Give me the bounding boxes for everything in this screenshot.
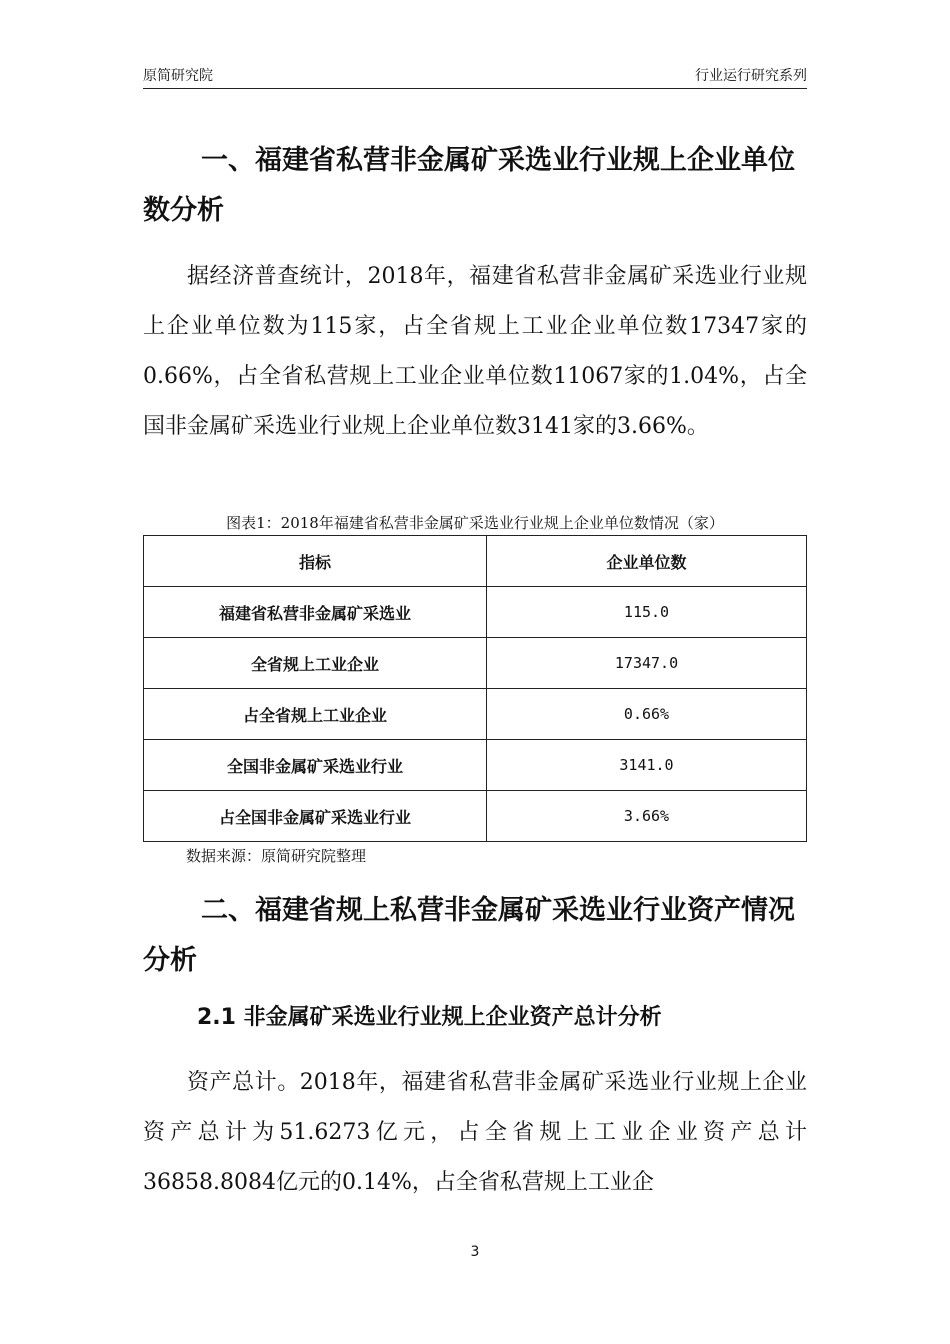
row-value: 3141.0 <box>487 740 807 791</box>
table-row <box>144 791 807 842</box>
row-indicator: 全国非金属矿采选业行业 <box>144 740 487 791</box>
row-value: 17347.0 <box>487 638 807 689</box>
table-header-row <box>144 536 807 587</box>
header-org-name: 原简研究院 <box>143 68 213 84</box>
section2-subheading: 2.1 非金属矿采选业行业规上企业资产总计分析 <box>197 1005 662 1030</box>
table-source-note: 数据来源：原简研究院整理 <box>186 847 367 865</box>
table-caption: 图表1：2018年福建省私营非金属矿采选业行业规上企业单位数情况（家） <box>226 514 724 532</box>
row-indicator: 全省规上工业企业 <box>144 638 487 689</box>
table-row <box>144 740 807 791</box>
table-row <box>144 587 807 638</box>
column-header-count: 企业单位数 <box>487 536 807 587</box>
section1-heading: 一、福建省私营非金属矿采选业行业规上企业单位数分析 <box>143 145 795 226</box>
enterprise-count-table <box>143 535 807 842</box>
row-indicator: 占全省规上工业企业 <box>144 689 487 740</box>
row-indicator: 福建省私营非金属矿采选业 <box>144 587 487 638</box>
table-row <box>144 689 807 740</box>
section2-paragraph: 资产总计。2018年，福建省私营非金属矿采选业行业规上企业资产总计为51.6273亿元，占全省规上工业企业资产总计36858.8084亿元的0.14%，占全省私营规上工业企 <box>143 1070 807 1195</box>
row-value: 115.0 <box>487 587 807 638</box>
table-row <box>144 638 807 689</box>
header-series-name: 行业运行研究系列 <box>695 68 807 84</box>
section1-paragraph: 据经济普查统计，2018年，福建省私营非金属矿采选业行业规上企业单位数为115家，占全省规上工业企业单位数17347家的0.66%，占全省私营规上工业企业单位数11067家的1.04%，占全国非金属矿采选业行业规上企业单位数3141家的3.66%。 <box>143 264 807 439</box>
page-number: 3 <box>470 1244 480 1260</box>
row-value: 0.66% <box>487 689 807 740</box>
page-header <box>143 62 807 89</box>
column-header-indicator: 指标 <box>144 536 487 587</box>
row-value: 3.66% <box>487 791 807 842</box>
row-indicator: 占全国非金属矿采选业行业 <box>144 791 487 842</box>
section2-heading: 二、福建省规上私营非金属矿采选业行业资产情况分析 <box>143 895 795 976</box>
